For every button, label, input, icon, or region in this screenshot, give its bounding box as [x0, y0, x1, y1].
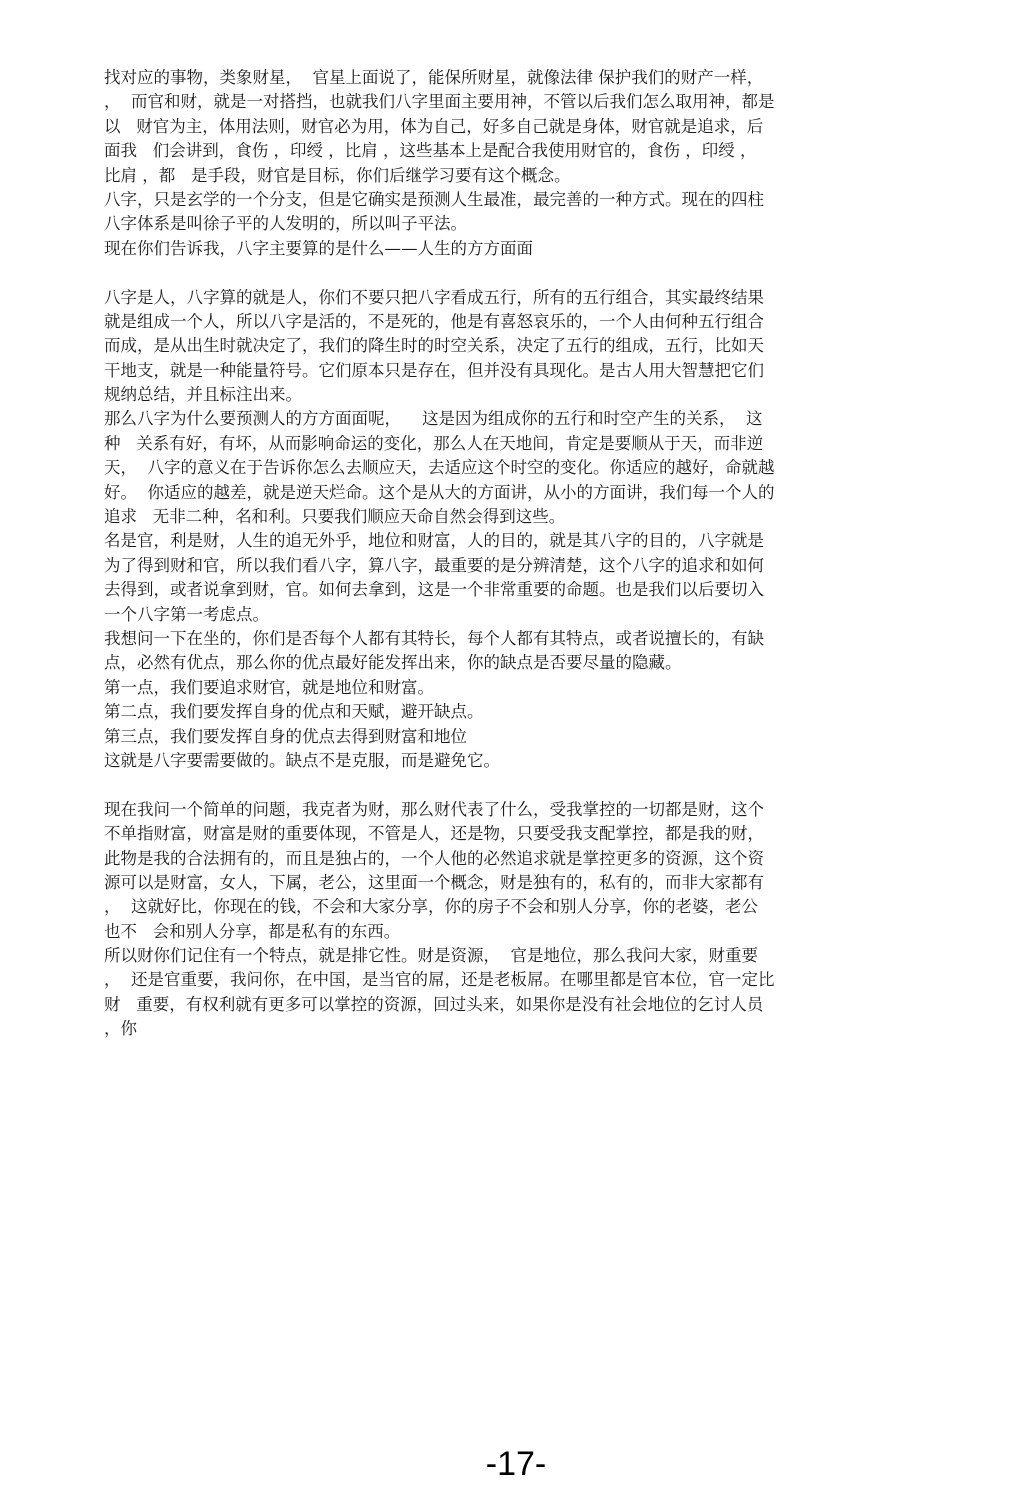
text-line: 第三点，我们要发挥自身的优点去得到财富和地位 [104, 726, 467, 746]
text-line: 找对应的事物，类象财星， 官星上面说了，能保所财星，就像法律 保护我们的财产一样， [104, 68, 764, 87]
text-line: 我想问一下在坐的，你们是否每个人都有其特长，每个人都有其特点，或者说擅长的，有缺 [104, 628, 764, 648]
paragraph [104, 529, 894, 627]
text-line: ， 而官和财，就是一对搭挡，也就我们八字里面主要用神，不管以后我们怎么取用神，都是 [104, 92, 775, 112]
paragraph [104, 66, 894, 188]
text-line: 点，必然有优点，那么你的优点最好能发挥出来，你的缺点是否要尽量的隐藏。 [104, 653, 682, 673]
text-line: ，你 [104, 1019, 137, 1039]
paragraph [104, 944, 894, 1042]
page-number: -17- [485, 1445, 547, 1483]
text-line: 那么八字为什么要预测人的方方面面呢， 这是因为组成你的五行和时空产生的关系， 这 [104, 409, 763, 429]
text-line: 此物是我的合法拥有的，而且是独占的，一个人他的必然追求就是掌控更多的资源，这个资 [104, 848, 764, 868]
paragraph-spacer [104, 261, 894, 285]
text-line: 而成，是从出生时就决定了，我们的降生时的时空关系，决定了五行的组成，五行，比如天 [104, 336, 764, 356]
text-line: ， 还是官重要，我问你，在中国，是当官的屌，还是老板屌。在哪里都是官本位，官一定比 [104, 970, 775, 990]
text-line: 干地支，就是一种能量符号。它们原本只是存在，但并没有具现化。是古人用大智慧把它们 [104, 360, 764, 380]
text-line: 这就是八字要需要做的。缺点不是克服，而是避免它。 [104, 750, 500, 770]
text-line: 现在你们告诉我，八字主要算的是什么——人生的方方面面 [104, 238, 533, 258]
text-line: 追求 无非二种，名和利。只要我们顺应天命自然会得到这些。 [104, 507, 566, 527]
paragraph [104, 286, 894, 408]
paragraph-spacer [104, 773, 894, 797]
text-line: 好。 你适应的越差，就是逆天烂命。这个是从大的方面讲，从小的方面讲，我们每一个人的 [104, 482, 775, 502]
text-line: 八字，只是玄学的一个分支，但是它确实是预测人生最准，最完善的一种方式。现在的四柱 [104, 189, 764, 209]
text-line: 所以财你们记住有一个特点，就是排它性。财是资源， 官是地位，那么我问大家，财重要 [104, 946, 758, 966]
text-line: 就是组成一个人，所以八字是活的，不是死的，他是有喜怒哀乐的，一个人由何种五行组合 [104, 311, 764, 331]
text-line: 财 重要，有权利就有更多可以掌控的资源，回过头来，如果你是没有社会地位的乞讨人员 [104, 994, 764, 1014]
text-line: 不单指财富，财富是财的重要体现，不管是人，还是物，只要受我支配掌控，都是我的财， [104, 824, 764, 844]
paragraph [104, 798, 894, 944]
paragraph [104, 676, 894, 700]
body-text [104, 66, 894, 1042]
paragraph [104, 749, 894, 773]
text-line: 第二点，我们要发挥自身的优点和天赋，避开缺点。 [104, 702, 484, 722]
paragraph [104, 627, 894, 676]
paragraph [104, 407, 894, 529]
text-line: 源可以是财富，女人，下属，老公，这里面一个概念，财是独有的，私有的，而非大家都有 [104, 872, 764, 892]
paragraph [104, 188, 894, 237]
text-line: 去得到，或者说拿到财，官。如何去拿到，这是一个非常重要的命题。也是我们以后要切入 [104, 580, 764, 600]
text-line: 比肩 ，都 是手段，财官是目标，你们后继学习要有这个概念。 [104, 165, 571, 185]
text-line: 天， 八字的意义在于告诉你怎么去顺应天，去适应这个时空的变化。你适应的越好，命就越 [104, 458, 775, 478]
text-line: 现在我问一个简单的问题，我克者为财，那么财代表了什么，受我掌控的一切都是财，这个 [104, 799, 764, 819]
text-line: 面我 们会讲到，食伤 ，印绶 ，比肩 ，这些基本上是配合我使用财官的，食伤 ，印绶 ， [104, 141, 757, 161]
text-line: 八字体系是叫徐子平的人发明的，所以叫子平法。 [104, 214, 467, 234]
text-line: 第一点，我们要追求财官，就是地位和财富。 [104, 677, 434, 697]
paragraph [104, 725, 894, 749]
text-line: 也不 会和别人分享，都是私有的东西。 [104, 921, 401, 941]
text-line: 规纳总结，并且标注出来。 [104, 385, 302, 405]
text-line: 八字是人，八字算的就是人，你们不要只把八字看成五行，所有的五行组合，其实最终结果 [104, 287, 764, 307]
paragraph [104, 237, 894, 261]
text-line: 名是官，利是财，人生的追无外乎，地位和财富，人的目的，就是其八字的目的，八字就是 [104, 531, 764, 551]
text-line: 一个八字第一考虑点。 [104, 604, 269, 624]
paragraph [104, 700, 894, 724]
text-line: 种 关系有好，有坏，从而影响命运的变化，那么人在天地间，肯定是要顺从于天，而非逆 [104, 433, 764, 453]
text-line: 以 财官为主，体用法则，财官必为用，体为自己，好多自己就是身体，财官就是追求，后 [104, 116, 764, 136]
text-line: 为了得到财和官，所以我们看八字，算八字，最重要的是分辨清楚，这个八字的追求和如何 [104, 555, 764, 575]
text-line: ， 这就好比，你现在的钱，不会和大家分享，你的房子不会和别人分享，你的老婆，老公 [104, 897, 758, 917]
